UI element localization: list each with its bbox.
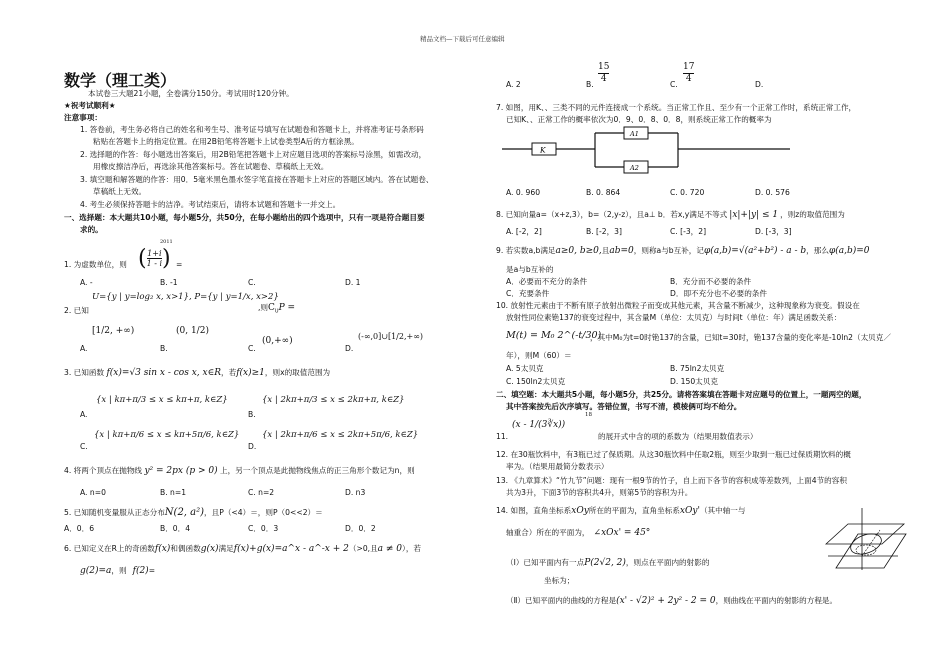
option-c: C. [-3，2] [670, 227, 707, 236]
component-label: A1 [630, 130, 639, 138]
option-b: B. 75ln2太贝克 [670, 364, 725, 373]
question-part: （Ⅱ）已知平面内的曲线的方程是(x' - √2)² + 2y² - 2 = 0，则曲线在平面内的射影的方程是。 [506, 596, 838, 606]
question-line: 是a与b互补的 [506, 265, 554, 274]
option-d: D. 1 [345, 278, 361, 287]
question-line: 放射性同位素铯137的衰变过程中，其含量M（单位：太贝克）与时间t（单位：年）满足函数关系： [506, 313, 842, 322]
option-b-value: 15 4 [598, 62, 610, 84]
option-a: A. 2 [506, 80, 521, 89]
question-stem: 8. 已知向量a=（x+z,3），b=（2,y-z），且a⊥ b．若x,y满足不等式 |x|+|y| ≤ 1 ，则z的取值范围为 [496, 210, 845, 220]
option-b: B．0．4 [160, 524, 191, 533]
question-line: ，其中M₀为t=0时铯137的含量，已知t=30时，铯137含量的变化率是-10ln2（太贝克／ [590, 333, 891, 342]
option-b: B. [248, 410, 256, 419]
page-header: 精品文档—下载后可任意编辑 [420, 35, 505, 43]
wish-text: ★祝考试顺利★ [64, 101, 116, 110]
plane-beta [836, 534, 906, 568]
question-line: 年），则M（60）＝ [506, 351, 572, 360]
option-a: A. 0. 960 [506, 188, 541, 197]
question-stem: 4. 将两个顶点在抛物线 y² = 2px (p > 0) 上，另一个顶点是此抛物线焦点的正三角形个数记为n，则 [64, 466, 415, 476]
question-stem: 6. 已知定义在R上的奇函数f(x)和偶函数g(x)满足f(x)+g(x)=a^x - a^-x + 2（>0,且a ≠ 0），若 [64, 544, 422, 554]
option-c: C. 150ln2太贝克 [506, 377, 566, 386]
question-stem: 5. 已知随机变量服从正态分布N(2, a²)，且P（<4）＝，则P（0<<2）＝ [64, 507, 323, 518]
intro-text: 本试卷三大题21小题，全卷满分150分。考试用时120分钟。 [88, 89, 294, 98]
note-line: 2. 选择题的作答：每小题选出答案后，用2B铅笔把答题卡上对应题目选项的答案标号涂黑，如需改动， [80, 150, 427, 159]
coordinate-planes-figure [818, 504, 908, 584]
option-a: A．必要而不充分的条件 [506, 277, 588, 286]
question-line: 共为3升，下面3节的容积共4升，则第5节的容积为升。 [506, 488, 693, 497]
question-line: g(2)=a，则 f(2)= [80, 566, 156, 576]
math-expression: M(t) = M₀ 2^(-t/30) [506, 330, 602, 341]
question-line: 轴重合）所在的平面为， ∠xOx' = 45° [506, 528, 651, 538]
exponent: 2011 [160, 239, 173, 245]
option-d: D. 0. 576 [755, 188, 790, 197]
question-stem: 12. 在30瓶饮料中，有3瓶已过了保质期。从这30瓶饮料中任取2瓶，则至少取到一瓶已过保质期饮料的概 [496, 450, 851, 459]
option-d-value: {x | 2kπ+π/6 ≤ x ≤ 2kπ+5π/6, k∈Z} [262, 430, 419, 440]
option-c: C. n=2 [248, 488, 275, 497]
note-line: 1. 答卷前，考生务必将自己的姓名和考生号、准考证号填写在试题卷和答题卡上，并将准考证号条形码 [80, 125, 424, 134]
question-stem: 7. 如图，用K、、三类不同的元件连接成一个系统。当正常工作且、至少有一个正常工作时，系统正常工作， [496, 103, 857, 112]
question-text: 的展开式中含的项的系数为（结果用数值表示） [598, 432, 758, 441]
option-d-value: (-∞,0]∪[1/2,+∞) [358, 332, 423, 341]
circuit-diagram [490, 125, 830, 177]
question-stem: 10. 放射性元素由于不断有原子放射出微粒子而变成其他元素，其含量不断减少，这种现象称为衰变。假设在 [496, 301, 860, 310]
option-c: C. [248, 278, 256, 287]
option-a: A. n=0 [80, 488, 106, 497]
option-c: C．充要条件 [506, 289, 550, 298]
note-line: 4. 考生必须保持答题卡的洁净。考试结束后，请将本试题和答题卡一并交上。 [80, 200, 341, 209]
option-a: A. 5太贝克 [506, 364, 544, 373]
option-a: A. [80, 410, 88, 419]
option-b: B. -1 [160, 278, 178, 287]
math-expression: ( $\frac{1+i}{1 - i}$ ) [138, 246, 171, 271]
question-stem: 1. 为虚数单位，则 [64, 260, 127, 269]
question-stem: 14. 如图，直角坐标系xOy所在的平面为，直角坐标系xOy'（其中轴一与 [496, 506, 746, 516]
question-line: 已知K、、正常工作的概率依次为0．9、0．8、0．8，则系统正常工作的概率为 [506, 115, 772, 124]
question-stem: 13. 《九章算术》“竹九节”问题：现有一根9节的竹子，自上而下各节的容积成等差数列，上面4节的容积 [496, 476, 847, 485]
option-b: B．充分而不必要的条件 [670, 277, 752, 286]
question-part: （Ⅰ）已知平面内有一点P(2√2, 2)，则点在平面内的射影的 [506, 558, 710, 568]
option-d: D. [345, 344, 354, 353]
option-b-value: (0, 1/2) [176, 326, 209, 336]
option-a: A．0．6 [64, 524, 95, 533]
option-a: A. - [80, 278, 93, 287]
note-line: 粘贴在答题卡上的指定位置。在用2B铅笔将答题卡上试卷类型A后的方框涂黑。 [93, 137, 359, 146]
option-c-value: (0,+∞) [262, 336, 293, 346]
option-d: D. 150太贝克 [670, 377, 718, 386]
paper-title: 数学（理工类） [64, 71, 177, 90]
question-number: 11. [496, 432, 509, 441]
question-stem: 3. 已知函数 f(x)=√3 sin x - cos x, x∈R，若f(x)≥1，则x的取值范围为 [64, 368, 331, 378]
option-b: B. n=1 [160, 488, 187, 497]
option-d: D. n3 [345, 488, 366, 497]
exponent: 18 [585, 412, 592, 418]
option-b: B. [586, 80, 594, 89]
option-c: C. [80, 442, 88, 451]
option-a: A. [80, 344, 88, 353]
option-d: D．即不充分也不必要的条件 [670, 289, 767, 298]
option-a-value: {x | kπ+π/3 ≤ x ≤ kπ+π, k∈Z} [96, 395, 228, 405]
option-d: D. [755, 80, 764, 89]
option-c: C. [670, 80, 678, 89]
section-heading: 其中答案按先后次序填写。答错位置，书写不清，模棱俩可均不给分。 [506, 402, 742, 411]
notes-title: 注意事项： [64, 113, 102, 122]
equals-sign: = [176, 260, 183, 269]
option-b-value: {x | 2kπ+π/3 ≤ x ≤ 2kπ+π, k∈Z} [262, 395, 405, 405]
option-c-value: 17 4 [683, 62, 695, 84]
note-line: 用橡皮擦洁净后，再选涂其他答案标号。答在试题卷、草稿纸上无效。 [93, 162, 329, 171]
note-line: 3. 填空题和解答题的作答：用0．5毫米黑色墨水签字笔直接在答题卡上对应的答题区域内。答在试题卷、 [80, 175, 434, 184]
math-expression: (x - 1/(3∛x)) [512, 420, 566, 430]
option-d: D. [-3，3] [755, 227, 792, 236]
option-d: D. [248, 442, 257, 451]
question-stem: 9. 若实数a,b满足a≥0, b≥0,且ab=0，则称a与b互补，记φ(a,b)=√(a²+b²) - a - b，那么φ(a,b)=0 [496, 246, 870, 256]
note-line: 草稿纸上无效。 [93, 187, 147, 196]
option-b: B. 0. 864 [586, 188, 621, 197]
component-label: A2 [630, 164, 639, 172]
section-heading: 一、选择题：本大题共10小题，每小题5分，共50分，在每小题给出的四个选项中，只有一项是符合题目要 [64, 213, 425, 222]
option-b: B. [-2，3] [586, 227, 622, 236]
option-b: B. [160, 344, 168, 353]
section-heading: 求的。 [80, 225, 103, 234]
option-c: C. 0. 720 [670, 188, 705, 197]
option-c: C. [248, 344, 256, 353]
math-expression: U={y | y=log₂ x, x>1}, P={y | y=1/x, x>2} [92, 292, 279, 302]
option-a-value: [1/2, +∞) [92, 326, 135, 336]
option-a: A. [-2，2] [506, 227, 542, 236]
question-line: 率为。（结果用最简分数表示） [506, 462, 609, 471]
option-d: D．0．2 [345, 524, 376, 533]
component-label: K [540, 145, 546, 155]
question-part: 坐标为； [544, 576, 575, 585]
option-c: C．0．3 [248, 524, 279, 533]
option-c-value: {x | kπ+π/6 ≤ x ≤ kπ+5π/6, k∈Z} [94, 430, 240, 440]
text: ,则$C_UP$ = [258, 303, 296, 315]
section-heading: 二、填空题：本大题共5小题，每小题5分，共25分。请将答案填在答题卡对应题号的位置上，一题两空的题， [496, 390, 867, 399]
question-stem: 2. 已知 [64, 306, 89, 315]
